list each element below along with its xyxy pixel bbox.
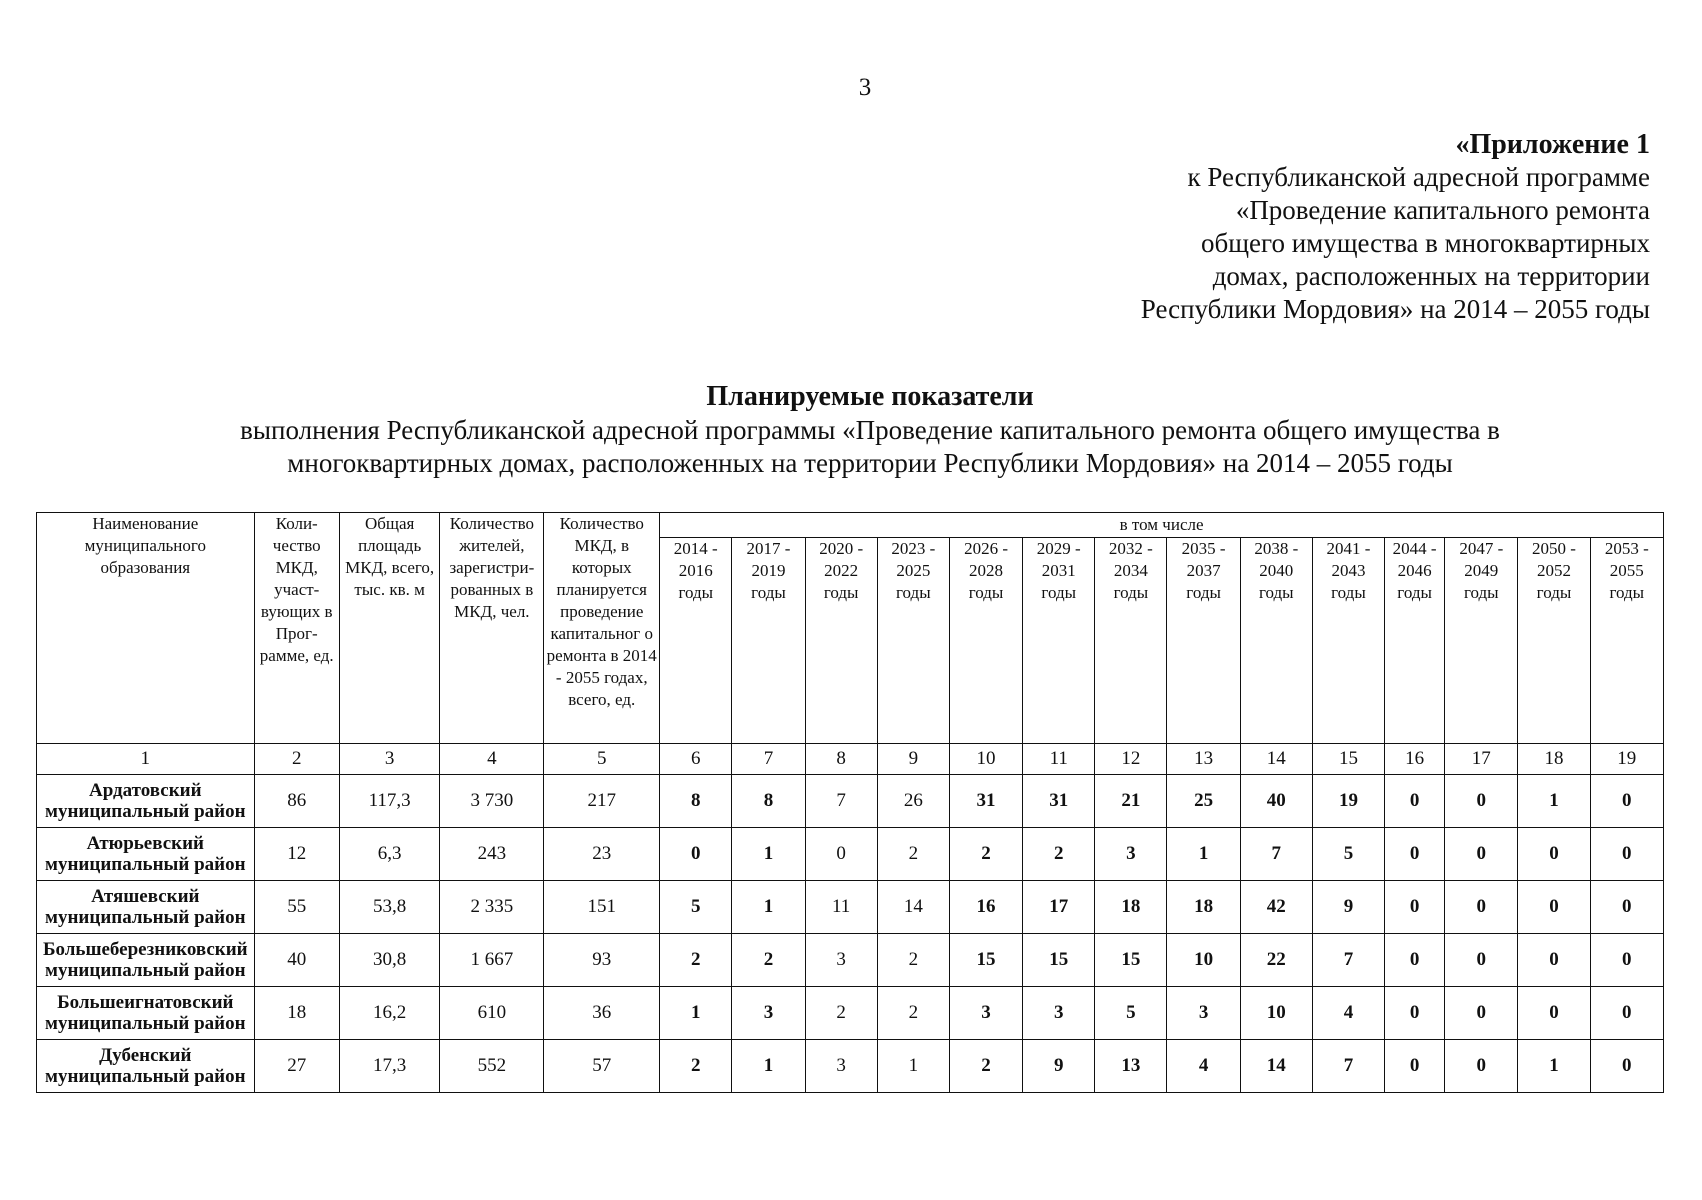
appendix-title: «Приложение 1 <box>1455 129 1650 160</box>
title-line: многоквартирных домах, расположенных на территории Республики Мордовия» на 2014 – 2055 годы <box>287 448 1453 478</box>
value-cell: 6,3 <box>339 828 440 881</box>
municipality-name-cell <box>37 775 255 828</box>
period-header-cell: 2044 - 2046 годы <box>1385 538 1445 744</box>
period-header-cell: 2038 - 2040 годы <box>1240 538 1312 744</box>
value-cell: 0 <box>1590 881 1663 934</box>
value-cell: 19 <box>1312 775 1384 828</box>
column-number-cell: 11 <box>1023 744 1095 775</box>
municipality-name-line: Дубенский <box>99 1045 192 1066</box>
value-cell: 217 <box>544 775 660 828</box>
table-row <box>37 987 1664 1040</box>
column-number-cell: 19 <box>1590 744 1663 775</box>
value-cell: 0 <box>1445 934 1518 987</box>
value-cell: 2 <box>949 1040 1022 1093</box>
value-cell: 0 <box>805 828 877 881</box>
value-cell: 0 <box>1385 828 1445 881</box>
value-cell: 31 <box>949 775 1022 828</box>
value-cell: 10 <box>1240 987 1312 1040</box>
column-number-cell: 14 <box>1240 744 1312 775</box>
value-cell: 0 <box>1590 828 1663 881</box>
value-cell: 3 <box>1023 987 1095 1040</box>
value-cell: 1 667 <box>440 934 544 987</box>
period-header-cell: 2026 - 2028 годы <box>949 538 1022 744</box>
value-cell: 0 <box>1518 828 1590 881</box>
value-cell: 25 <box>1167 775 1240 828</box>
value-cell: 1 <box>660 987 732 1040</box>
value-cell: 9 <box>1312 881 1384 934</box>
value-cell: 10 <box>1167 934 1240 987</box>
value-cell: 30,8 <box>339 934 440 987</box>
municipality-name-line: Большеигнатовский <box>57 992 234 1013</box>
appendix-line: к Республиканской адресной программе <box>1187 162 1650 192</box>
value-cell: 0 <box>1445 1040 1518 1093</box>
column-number-cell: 1 <box>37 744 255 775</box>
value-cell: 11 <box>805 881 877 934</box>
header-cell: Коли- чество МКД, участ- вующих в Прог- рамме, ед. <box>254 513 339 744</box>
value-cell: 243 <box>440 828 544 881</box>
value-cell: 2 <box>805 987 877 1040</box>
value-cell: 3 730 <box>440 775 544 828</box>
value-cell: 40 <box>1240 775 1312 828</box>
period-header-cell: 2050 - 2052 годы <box>1518 538 1590 744</box>
column-number-row <box>37 744 1664 775</box>
value-cell: 1 <box>877 1040 949 1093</box>
value-cell: 1 <box>732 828 805 881</box>
value-cell: 3 <box>1167 987 1240 1040</box>
municipality-name-line: муниципальный район <box>45 801 246 822</box>
column-number-cell: 12 <box>1095 744 1167 775</box>
value-cell: 18 <box>1095 881 1167 934</box>
municipality-name-line: Большеберезниковский <box>42 939 248 960</box>
value-cell: 13 <box>1095 1040 1167 1093</box>
value-cell: 0 <box>1385 934 1445 987</box>
municipality-name-line: Атюрьевский <box>86 833 205 854</box>
value-cell: 8 <box>660 775 732 828</box>
value-cell: 1 <box>732 1040 805 1093</box>
value-cell: 16,2 <box>339 987 440 1040</box>
value-cell: 1 <box>1518 1040 1590 1093</box>
value-cell: 22 <box>1240 934 1312 987</box>
table-row <box>37 775 1664 828</box>
value-cell: 18 <box>254 987 339 1040</box>
value-cell: 17 <box>1023 881 1095 934</box>
value-cell: 12 <box>254 828 339 881</box>
value-cell: 0 <box>1385 775 1445 828</box>
value-cell: 27 <box>254 1040 339 1093</box>
table-row <box>37 1040 1664 1093</box>
value-cell: 552 <box>440 1040 544 1093</box>
municipality-name-cell <box>37 1040 255 1093</box>
value-cell: 31 <box>1023 775 1095 828</box>
value-cell: 9 <box>1023 1040 1095 1093</box>
value-cell: 57 <box>544 1040 660 1093</box>
column-number-cell: 2 <box>254 744 339 775</box>
appendix-line: общего имущества в многоквартирных <box>1201 228 1650 258</box>
column-number-cell: 18 <box>1518 744 1590 775</box>
value-cell: 0 <box>1385 881 1445 934</box>
value-cell: 1 <box>732 881 805 934</box>
value-cell: 2 <box>732 934 805 987</box>
period-header-cell: 2020 - 2022 годы <box>805 538 877 744</box>
column-number-cell: 13 <box>1167 744 1240 775</box>
municipality-name-line: Атяшевский <box>91 886 200 907</box>
value-cell: 40 <box>254 934 339 987</box>
value-cell: 610 <box>440 987 544 1040</box>
value-cell: 7 <box>1312 1040 1384 1093</box>
appendix-line: Республики Мордовия» на 2014 – 2055 годы <box>1140 294 1650 324</box>
municipality-name-line: муниципальный район <box>45 960 246 981</box>
municipality-name-cell <box>37 881 255 934</box>
header-cell: Количество МКД, в которых планируется проведение капитальног о ремонта в 2014 - 2055 годах, всего, ед. <box>544 513 660 744</box>
value-cell: 8 <box>732 775 805 828</box>
value-cell: 15 <box>1095 934 1167 987</box>
value-cell: 2 <box>877 987 949 1040</box>
header-cell: Общая площадь МКД, всего, тыс. кв. м <box>339 513 440 744</box>
municipality-name-cell <box>37 934 255 987</box>
column-number-cell: 3 <box>339 744 440 775</box>
municipality-name-line: Ардатовский <box>89 780 202 801</box>
column-number-cell: 17 <box>1445 744 1518 775</box>
indicators-table <box>36 512 1664 1093</box>
value-cell: 14 <box>1240 1040 1312 1093</box>
value-cell: 1 <box>1518 775 1590 828</box>
column-number-cell: 6 <box>660 744 732 775</box>
value-cell: 3 <box>805 1040 877 1093</box>
municipality-name-line: муниципальный район <box>45 907 246 928</box>
value-cell: 5 <box>1095 987 1167 1040</box>
value-cell: 2 335 <box>440 881 544 934</box>
period-header-cell: 2035 - 2037 годы <box>1167 538 1240 744</box>
column-number-cell: 4 <box>440 744 544 775</box>
period-header-cell: 2053 - 2055 годы <box>1590 538 1663 744</box>
value-cell: 0 <box>1590 775 1663 828</box>
value-cell: 0 <box>1445 881 1518 934</box>
value-cell: 53,8 <box>339 881 440 934</box>
title-heading: Планируемые показатели <box>706 381 1034 412</box>
period-header-cell: 2041 - 2043 годы <box>1312 538 1384 744</box>
value-cell: 7 <box>1240 828 1312 881</box>
period-header-cell: 2014 - 2016 годы <box>660 538 732 744</box>
value-cell: 23 <box>544 828 660 881</box>
document-title <box>0 380 1702 480</box>
value-cell: 3 <box>805 934 877 987</box>
period-header-cell: 2029 - 2031 годы <box>1023 538 1095 744</box>
title-line: выполнения Республиканской адресной программы «Проведение капитального ремонта общего имущества в <box>240 415 1500 445</box>
value-cell: 117,3 <box>339 775 440 828</box>
value-cell: 4 <box>1167 1040 1240 1093</box>
value-cell: 0 <box>1590 1040 1663 1093</box>
value-cell: 21 <box>1095 775 1167 828</box>
value-cell: 0 <box>1518 881 1590 934</box>
column-number-cell: 10 <box>949 744 1022 775</box>
table-body <box>37 744 1664 1093</box>
value-cell: 3 <box>949 987 1022 1040</box>
value-cell: 18 <box>1167 881 1240 934</box>
value-cell: 93 <box>544 934 660 987</box>
municipality-name-line: муниципальный район <box>45 1066 246 1087</box>
appendix-line: домах, расположенных на территории <box>1212 261 1650 291</box>
value-cell: 42 <box>1240 881 1312 934</box>
value-cell: 0 <box>1590 934 1663 987</box>
value-cell: 0 <box>1518 987 1590 1040</box>
column-number-cell: 5 <box>544 744 660 775</box>
value-cell: 5 <box>1312 828 1384 881</box>
table-row <box>37 881 1664 934</box>
value-cell: 2 <box>660 1040 732 1093</box>
value-cell: 7 <box>1312 934 1384 987</box>
column-number-cell: 16 <box>1385 744 1445 775</box>
period-header-cell: 2023 - 2025 годы <box>877 538 949 744</box>
value-cell: 0 <box>1590 987 1663 1040</box>
value-cell: 14 <box>877 881 949 934</box>
header-cell: Количество жителей, зарегистри- рованных в МКД, чел. <box>440 513 544 744</box>
municipality-name-cell <box>37 987 255 1040</box>
header-cell: Наименование муниципального образования <box>37 513 255 744</box>
value-cell: 4 <box>1312 987 1384 1040</box>
period-header-cell: 2017 - 2019 годы <box>732 538 805 744</box>
group-header-cell: в том числе <box>660 513 1664 538</box>
value-cell: 0 <box>1385 987 1445 1040</box>
table-row <box>37 934 1664 987</box>
appendix-block <box>1141 128 1650 326</box>
value-cell: 0 <box>1445 828 1518 881</box>
value-cell: 7 <box>805 775 877 828</box>
period-header-cell: 2032 - 2034 годы <box>1095 538 1167 744</box>
value-cell: 0 <box>1445 987 1518 1040</box>
value-cell: 26 <box>877 775 949 828</box>
value-cell: 86 <box>254 775 339 828</box>
value-cell: 15 <box>1023 934 1095 987</box>
header-row <box>37 513 1664 538</box>
value-cell: 0 <box>660 828 732 881</box>
value-cell: 3 <box>732 987 805 1040</box>
column-number-cell: 15 <box>1312 744 1384 775</box>
value-cell: 2 <box>877 828 949 881</box>
value-cell: 0 <box>1518 934 1590 987</box>
value-cell: 15 <box>949 934 1022 987</box>
period-header-cell: 2047 - 2049 годы <box>1445 538 1518 744</box>
value-cell: 17,3 <box>339 1040 440 1093</box>
value-cell: 2 <box>660 934 732 987</box>
column-number-cell: 8 <box>805 744 877 775</box>
value-cell: 2 <box>877 934 949 987</box>
appendix-line: «Проведение капитального ремонта <box>1235 195 1650 225</box>
value-cell: 5 <box>660 881 732 934</box>
value-cell: 151 <box>544 881 660 934</box>
municipality-name-line: муниципальный район <box>45 854 246 875</box>
column-number-cell: 9 <box>877 744 949 775</box>
value-cell: 36 <box>544 987 660 1040</box>
value-cell: 2 <box>949 828 1022 881</box>
value-cell: 1 <box>1167 828 1240 881</box>
value-cell: 0 <box>1385 1040 1445 1093</box>
value-cell: 55 <box>254 881 339 934</box>
page-number: 3 <box>858 74 872 101</box>
value-cell: 16 <box>949 881 1022 934</box>
table-row <box>37 828 1664 881</box>
value-cell: 2 <box>1023 828 1095 881</box>
municipality-name-line: муниципальный район <box>45 1013 246 1034</box>
value-cell: 0 <box>1445 775 1518 828</box>
value-cell: 3 <box>1095 828 1167 881</box>
column-number-cell: 7 <box>732 744 805 775</box>
municipality-name-cell <box>37 828 255 881</box>
